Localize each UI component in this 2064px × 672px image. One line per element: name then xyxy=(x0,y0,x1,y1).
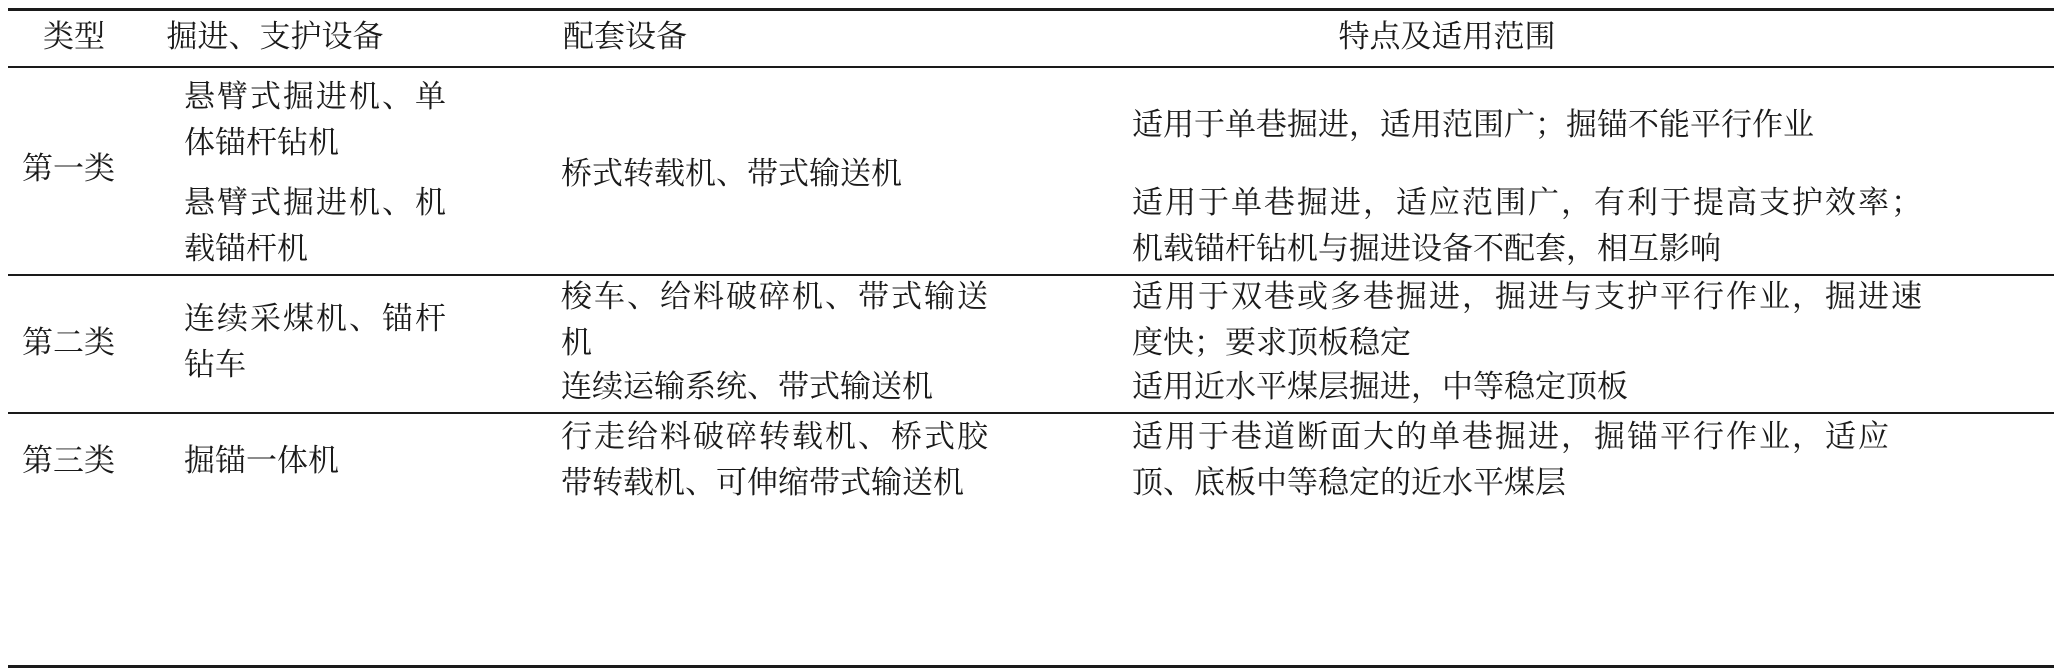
equipment-cell: 连续采煤机、锚杆 xyxy=(184,301,448,337)
header-equipment: 掘进、支护设备 xyxy=(166,19,384,55)
equipment-cell: 载锚杆机 xyxy=(184,231,308,267)
features-cell: 度快；要求顶板稳定 xyxy=(1132,325,1411,361)
top-rule xyxy=(8,8,2054,11)
features-cell: 适用于单巷掘进，适应范围广，有利于提高支护效率； xyxy=(1132,185,1924,221)
bottom-rule xyxy=(8,665,2054,668)
category-cell: 第三类 xyxy=(22,443,115,479)
equipment-cell: 悬臂式掘进机、机 xyxy=(184,185,448,221)
header-type: 类型 xyxy=(43,19,105,55)
equipment-cell: 钻车 xyxy=(184,347,246,383)
features-cell: 顶、底板中等稳定的近水平煤层 xyxy=(1132,465,1566,501)
header-features: 特点及适用范围 xyxy=(1338,19,1556,55)
equipment-cell: 掘锚一体机 xyxy=(184,443,339,479)
header-supporting: 配套设备 xyxy=(563,19,687,55)
equipment-cell: 悬臂式掘进机、单 xyxy=(184,79,448,115)
equipment-table xyxy=(8,8,2054,670)
features-cell: 适用于巷道断面大的单巷掘进，掘锚平行作业，适应 xyxy=(1132,419,1891,455)
features-cell: 机载锚杆钻机与掘进设备不配套，相互影响 xyxy=(1132,231,1721,267)
features-cell: 适用近水平煤层掘进，中等稳定顶板 xyxy=(1132,369,1628,405)
supporting-cell: 机 xyxy=(561,325,592,361)
supporting-cell: 桥式转载机、带式输送机 xyxy=(561,156,902,192)
header-rule xyxy=(8,66,2054,68)
supporting-cell: 连续运输系统、带式输送机 xyxy=(561,369,933,405)
supporting-cell: 行走给料破碎转载机、桥式胶 xyxy=(561,419,990,455)
category-cell: 第一类 xyxy=(22,151,115,187)
category-cell: 第二类 xyxy=(22,325,115,361)
features-cell: 适用于双巷或多巷掘进，掘进与支护平行作业，掘进速 xyxy=(1132,279,1924,315)
supporting-cell: 带转载机、可伸缩带式输送机 xyxy=(561,465,964,501)
equipment-cell: 体锚杆钻机 xyxy=(184,125,339,161)
supporting-cell: 梭车、给料破碎机、带式输送 xyxy=(561,279,990,315)
features-cell: 适用于单巷掘进，适用范围广；掘锚不能平行作业 xyxy=(1132,107,1814,143)
